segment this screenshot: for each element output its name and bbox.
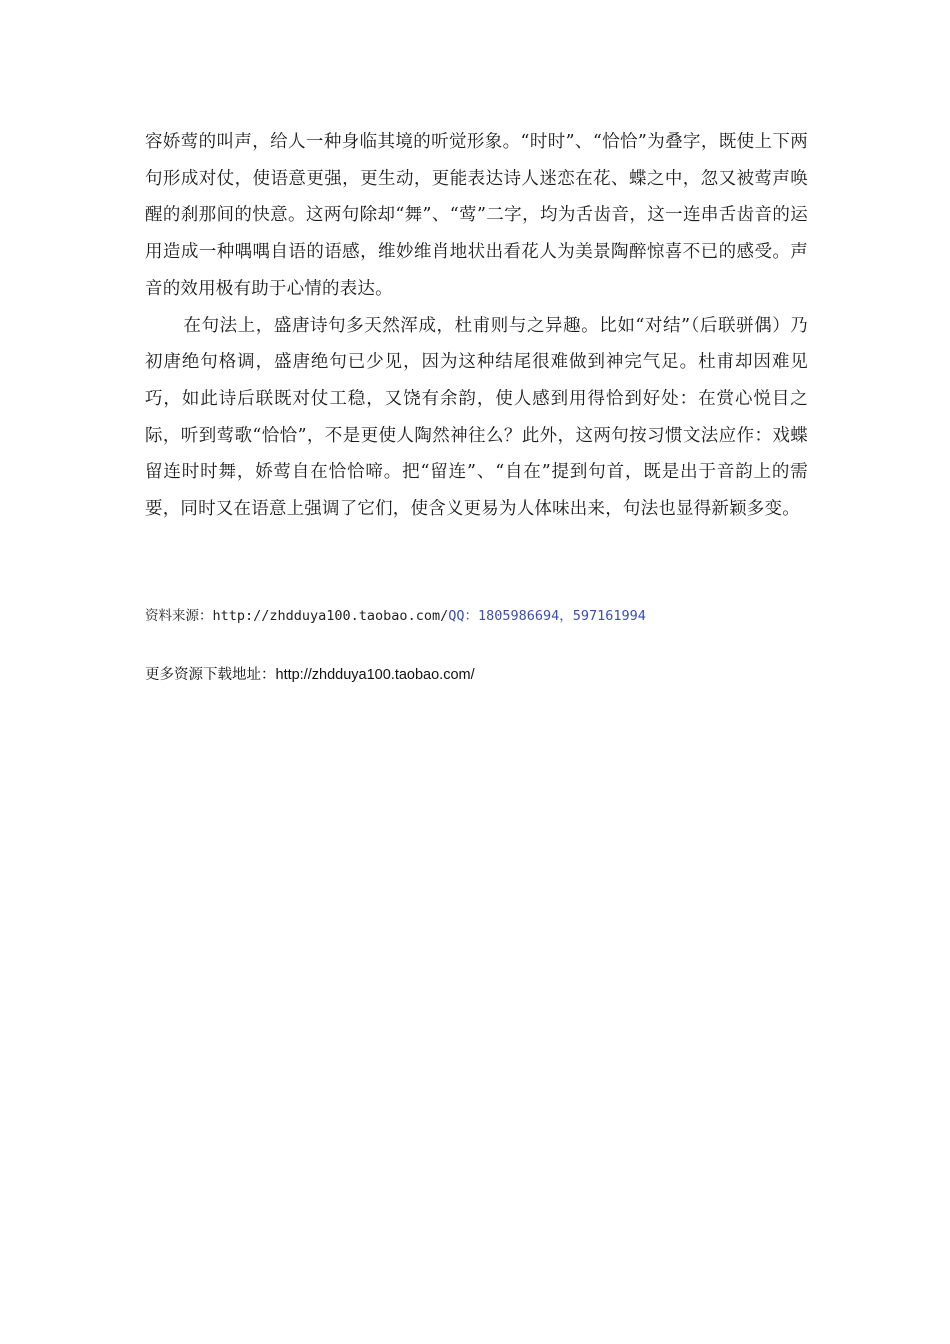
paragraph-2: 在句法上，盛唐诗句多天然浑成，杜甫则与之异趣。比如“对结”（后联骈偶）乃初唐绝句格调，盛唐绝句已少见，因为这种结尾很难做到神完气足。杜甫却因难见巧，如此诗后联既对仗工稳，又饶有余韵，使人感到用得恰到好处：在赏心悦目之际，听到莺歌“恰恰”，不是更使人陶然神往么？此外，这两句按习惯文法应作：戏蝶留连时时舞，娇莺自在恰恰啼。把“留连”、“自在”提到句首，既是出于音韵上的需要，同时又在语意上强调了它们，使含义更易为人体味出来，句法也显得新颖多变。 [145,315,808,520]
download-line: 更多资源下载地址：http://zhdduya100.taobao.com/ [145,667,475,683]
article-body [145,124,808,528]
source-qq: QQ：1805986694，597161994 [448,608,646,624]
source-label: 资料来源：http://zhdduya100.taobao.com/ [145,608,449,624]
paragraph-1: 容娇莺的叫声，给人一种身临其境的听觉形象。“时时”、“恰恰”为叠字，既使上下两句形成对仗，使语意更强，更生动，更能表达诗人迷恋在花、蝶之中，忽又被莺声唤醒的刹那间的快意。这两句除却“舞”、“莺”二字，均为舌齿音，这一连串舌齿音的运用造成一种喁喁自语的语感，维妙维肖地状出看花人为美景陶醉惊喜不已的感受。声音的效用极有助于心情的表达。 [145,132,808,299]
source-line [145,604,646,628]
